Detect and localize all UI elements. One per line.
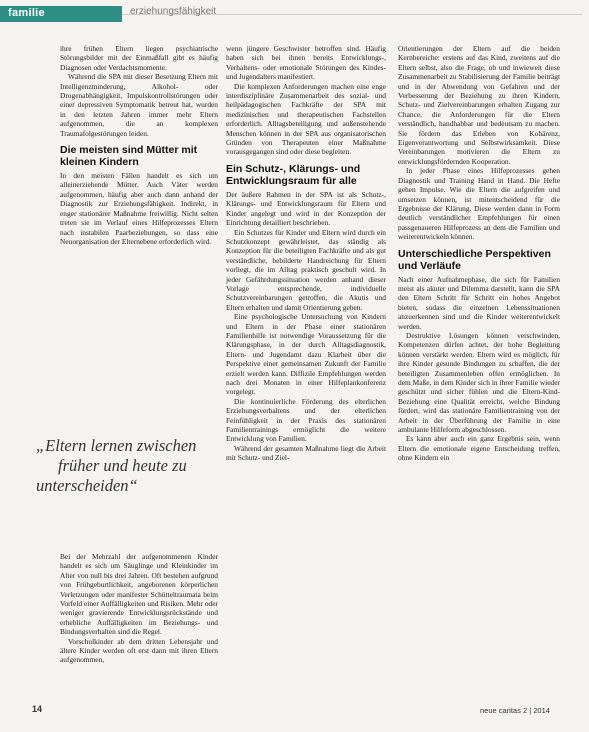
- paragraph: Ein Schutzes für Kinder und Eltern wird durch ein Schutzkonzept gewährleistet, das ständig als Konzeption für die beteiligten Fachkräfte und als gut verständliche, bebilderte Handreichung für Eltern vorliegt, die im Alltag praktisch geschult wird. In jeder Gefährdungssituation werden anhand dieser Vorlage entsprechende, individuelle Schutzvereinbarungen getroffen, die Akutis und Eltern erhalten und damit Orientierung geben.: [226, 227, 386, 312]
- pull-quote: [36, 436, 204, 496]
- paragraph: Orientierungen der Eltern auf die beiden Kernbereiche: erstens auf das Kind, zweitens auf die Eltern selbst, also die Frage, ob und inwieweit diese Zusammenarbeit zu Stabilisierung der Familie beiträgt und in der Abwendung von Gefahren und der Verbesserung der Beziehung zu ihren Kindern, Schutz- und Zielvereinbarungen erhalten Zugang zur Chance, die Anforderungen für die Eltern verständlich, handhabbar und bedeutsam zu machen. Sie fördern das Erleben von Kohärenz, Eigenverantwortung und Selbstwirksamkeit. Diese Vereinbarungen motivieren die Eltern zu entwicklungsfördernden Kooperation.: [398, 44, 560, 166]
- column-2: [226, 44, 386, 463]
- column-1-lower: [60, 552, 218, 665]
- paragraph: Eine psychologische Untersuchung von Kindern und Eltern in der Phase einer stationären Familienhilfe ist notwendige Voraussetzung für die Klärungsphase, in der durch Alltagsdiagnostik, Eltern- und Jugendamt dazu Klarheit über die Perspektive einer gemeinsamen Zukunft der Familie erzielt werden kann. Diffizile Empfehlungen werden nach drei Monaten in einer Hilfeplankonferenz vorgelegt.: [226, 312, 386, 397]
- page-number: 14: [32, 704, 43, 714]
- paragraph: Während die SPA mit dieser Besetzung Eltern mit Intelligenzminderung, Alkohol- oder Drogenabhängigkeit, Impulskontrollstörungen oder einer depressiven Symptomatik betreut hat, wurden in den letzten Jahren immer mehr Eltern aufgenommen, die an komplexen Traumafolgestörungen leiden.: [60, 72, 218, 138]
- page-header: [0, 0, 589, 28]
- paragraph: Die komplexen Anforderungen machen eine enge interdisziplinäre Zusammenarbeit des sozial- und heilpädagogischen Fachkräfte der SPA mit medizinischen und therapeutischen Fachstellen erforderlich. Alltagsbeteiligung und außenstehende Menschen können in der SPA aus organisatorischen Gründen von Therapeuten einer Maßnahme vorausgegangen sind oder diese begleiten.: [226, 81, 386, 157]
- pull-quote-line: „Eltern lernen zwischen: [36, 436, 197, 455]
- paragraph: Der äußere Rahmen in der SPA ist als Schutz-, Klärungs- und Entwicklungsraum für Eltern und Kinder angelegt und wird in der Konzeption der Einrichtung detailliert beschrieben.: [226, 189, 386, 228]
- paragraph: In den meisten Fällen handelt es sich um alleinerziehende Mütter. Auch Väter werden aufgenommen, häufig aber auch dann anhand der Diagnostik zur Erziehungsfähigkeit. Indirekt, in enger stationärer Maßnahme freiwillig. Nicht selten treten sie im Verlauf eines Hilfeprozesses Eltern nach instabilen Paarbeziehungen, so dass eine Neuorganisation der Elternebene erforderlich wird.: [60, 171, 218, 246]
- paragraph: ihre frühen Eltern liegen psychiatrische Störungsbilder mit der Einmaßfall gibt es häufig Diagnosen oder Verdachtsmomente.: [60, 44, 218, 72]
- paragraph: Nach einer Aufnahmephase, die sich für Familien meist als akuter und Dilemma darstellt, kann die SPA den Eltern Schritt für Schritt ein hohes Angebot bieten, sodass die einzelnen Lebenssituationen anzuerkennen sind und die Kinder weiterentwickelt werden.: [398, 274, 560, 331]
- paragraph: Vorschulkinder ab dem dritten Lebensjahr und ältere Kinder werden oft erst dann mit ihren Eltern aufgenommen,: [60, 636, 218, 665]
- paragraph: Destruktive Lösungen können verschwinden, Kompetenzen dürfen achtet, der hohe Begleitung können verstärkt werden. Eltern wird es möglich, für ihre Kinder gesunde Bindungen zu schaffen, die der beteiligten Zusammenleben offen ermöglichen. In dem Maße, in dem Kinder sich in ihrer Familie wieder geschützt und sicher fühlen und die Eltern-Kind-Beziehung eine Qualität erreicht, welche Bindung fördert, wird das stationäre Familientraining von der Arbeit in der Überführung der Familie in eine ambulante Hilfeform abgeschlossen.: [398, 330, 560, 435]
- rubric-label: erziehungsfähigkeit: [130, 6, 217, 17]
- pull-quote-line: unterscheiden“: [36, 476, 138, 495]
- paragraph: Die kontinuierliche Förderung des elterlichen Erziehungsverhaltens und der elterlichen Feinfühligkeit in der Praxis des stationären Familientrainings ermöglicht die weitere Entwicklung von Familien.: [226, 396, 386, 444]
- magazine-issue: neue caritas 2 | 2014: [480, 706, 550, 715]
- column-3: [398, 44, 560, 463]
- section-label: familie: [8, 7, 45, 19]
- subheading: Die meisten sind Mütter mit kleinen Kindern: [60, 144, 198, 169]
- column-1: [60, 44, 218, 246]
- paragraph: In jeder Phase eines Hilfeprozesses gehen Diagnostik und Training Hand in Hand. Die Hefte gehen Impulse. Wie die Eltern die aufgreifen und umsetzen können, ist mitentscheidend für die Ergebnisse der Klärung. Diese werden dann in Form deutlich verständlicher Empfehlungen für einen passgenaueren Hilfeprozess an dem die Familien und weiterentwickeln können.: [398, 166, 560, 242]
- paragraph: Bei der Mehrzahl der aufgenommenen Kinder handelt es sich um Säuglinge und Kleinkinder im Alter von null bis drei Jahren. Oft bestehen aufgrund von Frühgeburtlichkeit, angeborenen körperlichen Verletzungen oder manifester Schütteltraumata beim Vorfeld einer Auffälligkeiten und Risiken. Mehr oder weniger gravierende Entwicklungsrückstände und erhebliche Auffälligkeiten im Beziehungs- und Bindungsverhalten sind die Regel.: [60, 552, 218, 637]
- paragraph: wenn jüngere Geschwister betroffen sind. Häufig haben sich bei ihnen bereits Entwicklungs-, Verhaltens- oder emotionale Störungen des Kindes- und Jugendalters manifestiert.: [226, 44, 386, 82]
- paragraph: Während der gesamten Maßnahme liegt die Arbeit mit Schutz- und Ziel-: [226, 443, 386, 463]
- subheading: Ein Schutz-, Klärungs- und Entwicklungsraum für alle: [226, 162, 361, 187]
- subheading: Unterschiedliche Perspektiven und Verläufe: [398, 247, 551, 272]
- pull-quote-line: früher und heute zu: [58, 456, 187, 475]
- section-tab: [0, 6, 122, 22]
- paragraph: Es kann aber auch ein ganz Ergebnis sein, wenn Eltern die emotionale eigene Entscheidung treffen, ohne Kindern ein: [398, 434, 560, 463]
